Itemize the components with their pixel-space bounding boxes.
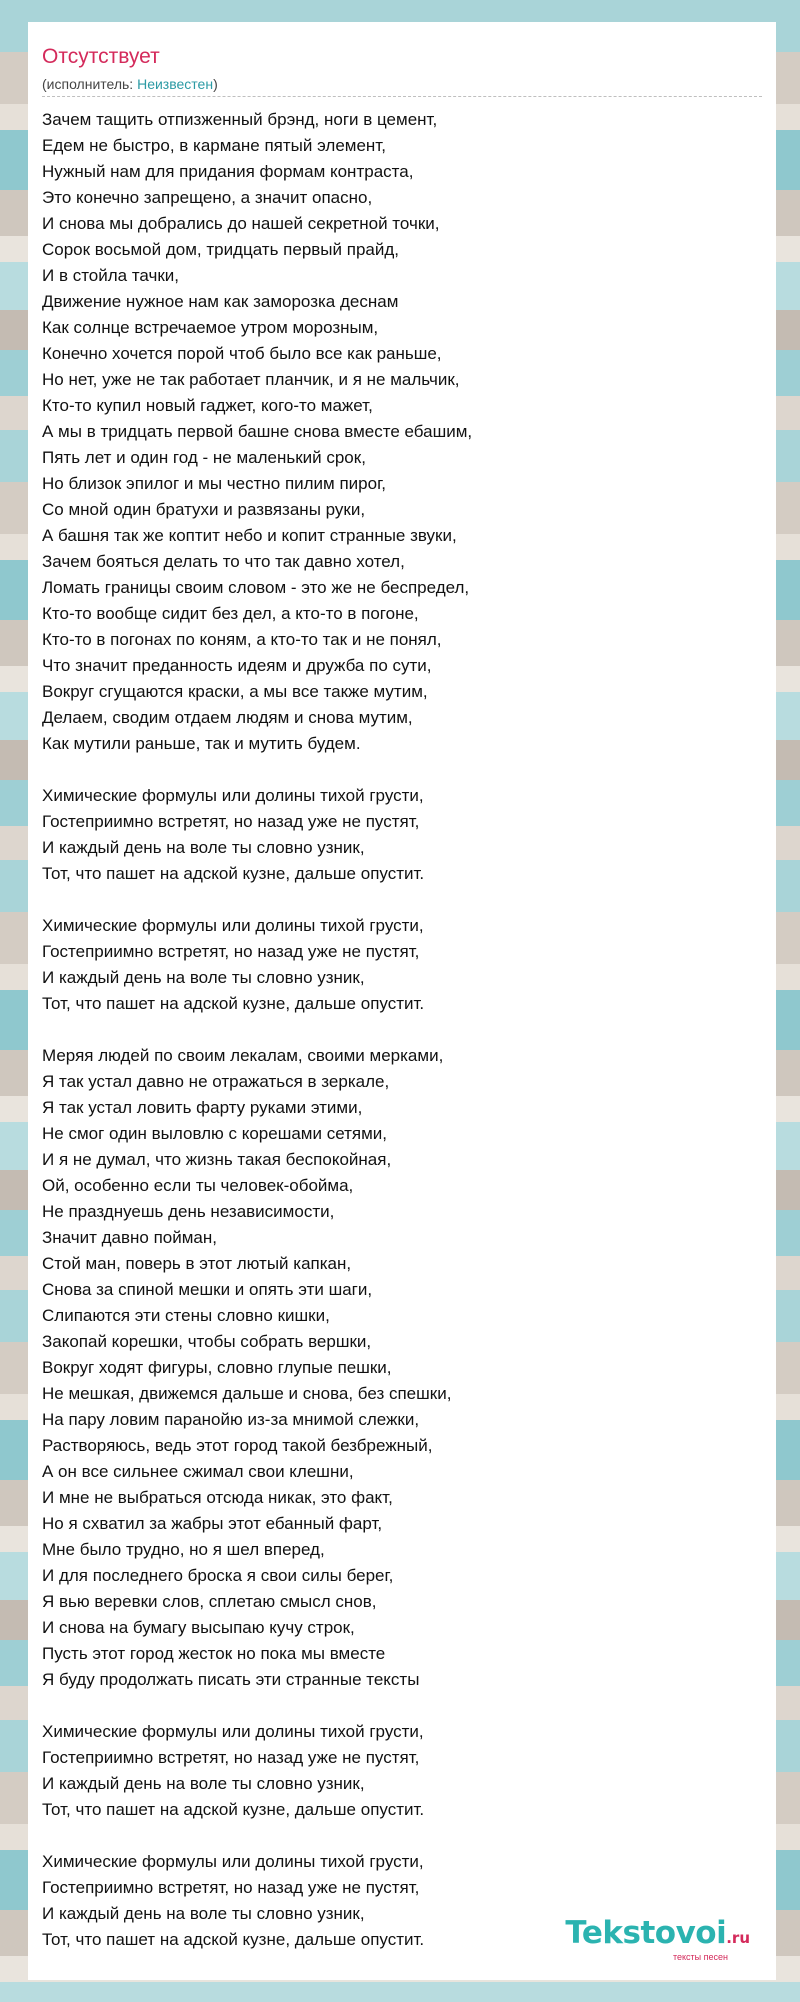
lyric-line: Химические формулы или долины тихой грусти, xyxy=(42,916,424,935)
lyric-line: Вокруг ходят фигуры, словно глупые пешки, xyxy=(42,1358,392,1377)
lyric-line: И каждый день на воле ты словно узник, xyxy=(42,838,365,857)
song-title: Отсутствует xyxy=(42,45,160,68)
lyric-line: Но я схватил за жабры этот ебанный фарт, xyxy=(42,1514,383,1533)
lyric-line: Конечно хочется порой чтоб было все как раньше, xyxy=(42,344,442,363)
lyric-line: А башня так же коптит небо и копит странные звуки, xyxy=(42,526,457,545)
lyric-line: И снова мы добрались до нашей секретной точки, xyxy=(42,214,440,233)
lyric-line: Что значит преданность идеям и дружба по сути, xyxy=(42,656,432,675)
lyric-line: Со мной один братухи и развязаны руки, xyxy=(42,500,366,519)
lyric-line: Снова за спиной мешки и опять эти шаги, xyxy=(42,1280,373,1299)
lyric-line: Зачем тащить отпизженный брэнд, ноги в цемент, xyxy=(42,110,438,129)
lyric-line: Зачем бояться делать то что так давно хотел, xyxy=(42,552,405,571)
lyric-line: И мне не выбраться отсюда никак, это факт, xyxy=(42,1488,393,1507)
lyric-line: Нужный нам для придания формам контраста, xyxy=(42,162,414,181)
lyric-line: И каждый день на воле ты словно узник, xyxy=(42,1904,365,1923)
lyric-line: Это конечно запрещено, а значит опасно, xyxy=(42,188,373,207)
lyric-line: Кто-то купил новый гаджет, кого-то мажет, xyxy=(42,396,373,415)
lyrics-stanza xyxy=(42,913,762,1017)
lyric-line: Химические формулы или долины тихой грусти, xyxy=(42,1722,424,1741)
lyrics-stanza xyxy=(42,107,762,757)
lyric-line: Тот, что пашет на адской кузне, дальше опустит. xyxy=(42,1930,425,1949)
lyric-line: Тот, что пашет на адской кузне, дальше опустит. xyxy=(42,1800,425,1819)
lyric-line: И в стойла тачки, xyxy=(42,266,180,285)
lyric-line: И каждый день на воле ты словно узник, xyxy=(42,1774,365,1793)
lyric-line: Я буду продолжать писать эти странные тексты xyxy=(42,1670,420,1689)
artist-prefix: (исполнитель: xyxy=(42,76,138,92)
lyric-line: Химические формулы или долины тихой грусти, xyxy=(42,1852,424,1871)
lyric-line: И я не думал, что жизнь такая беспокойная, xyxy=(42,1150,392,1169)
logo-name: Tekstovoi xyxy=(565,1915,727,1951)
lyric-line: Движение нужное нам как заморозка деснам xyxy=(42,292,399,311)
lyric-line: Стой ман, поверь в этот лютый капкан, xyxy=(42,1254,352,1273)
lyric-line: Но нет, уже не так работает планчик, и я не мальчик, xyxy=(42,370,460,389)
lyric-line: Кто-то в погонах по коням, а кто-то так и не понял, xyxy=(42,630,442,649)
lyric-line: И для последнего броска я свои силы берег, xyxy=(42,1566,394,1585)
lyric-line: Гостеприимно встретят, но назад уже не пустят, xyxy=(42,942,420,961)
lyric-line: А он все сильнее сжимал свои клешни, xyxy=(42,1462,354,1481)
lyric-line: Я так устал ловить фарту руками этими, xyxy=(42,1098,363,1117)
lyric-line: Делаем, сводим отдаем людям и снова мутим, xyxy=(42,708,413,727)
logo-wordmark[interactable] xyxy=(565,1917,750,1954)
lyric-line: Слипаются эти стены словно кишки, xyxy=(42,1306,330,1325)
lyric-line: Меряя людей по своим лекалам, своими мерками, xyxy=(42,1046,444,1065)
site-logo[interactable] xyxy=(565,1917,750,1962)
lyric-line: Я вью веревки слов, сплетаю смысл снов, xyxy=(42,1592,377,1611)
lyric-line: Химические формулы или долины тихой грусти, xyxy=(42,786,424,805)
title-divider xyxy=(42,96,762,97)
lyric-line: Сорок восьмой дом, тридцать первый прайд, xyxy=(42,240,399,259)
artist-line xyxy=(42,76,762,93)
lyric-line: Кто-то вообще сидит без дел, а кто-то в погоне, xyxy=(42,604,419,623)
lyric-line: Растворяюсь, ведь этот город такой безбрежный, xyxy=(42,1436,433,1455)
lyrics-body xyxy=(42,107,762,1953)
lyrics-card xyxy=(28,22,776,1980)
lyric-line: Но близок эпилог и мы честно пилим пирог, xyxy=(42,474,386,493)
lyric-line: Значит давно пойман, xyxy=(42,1228,217,1247)
lyric-line: Я так устал давно не отражаться в зеркале, xyxy=(42,1072,390,1091)
lyric-line: На пару ловим паранойю из-за мнимой слежки, xyxy=(42,1410,420,1429)
lyric-line: Тот, что пашет на адской кузне, дальше опустит. xyxy=(42,864,425,883)
lyrics-stanza xyxy=(42,1043,762,1693)
lyric-line: Едем не быстро, в кармане пятый элемент, xyxy=(42,136,386,155)
lyric-line: Не празднуешь день независимости, xyxy=(42,1202,335,1221)
lyric-line: Ой, особенно если ты человек-обойма, xyxy=(42,1176,354,1195)
lyric-line: Не мешкая, движемся дальше и снова, без спешки, xyxy=(42,1384,452,1403)
lyric-line: Пять лет и один год - не маленький срок, xyxy=(42,448,366,467)
logo-tagline: тексты песен xyxy=(672,1952,728,1962)
lyric-line: Как мутили раньше, так и мутить будем. xyxy=(42,734,361,753)
lyric-line: Гостеприимно встретят, но назад уже не пустят, xyxy=(42,1878,420,1897)
lyric-line: Закопай корешки, чтобы собрать вершки, xyxy=(42,1332,372,1351)
logo-tld: .ru xyxy=(726,1929,750,1947)
lyric-line: Не смог один выловлю с корешами сетями, xyxy=(42,1124,387,1143)
lyric-line: Гостеприимно встретят, но назад уже не пустят, xyxy=(42,812,420,831)
lyric-line: Гостеприимно встретят, но назад уже не пустят, xyxy=(42,1748,420,1767)
lyric-line: Ломать границы своим словом - это же не беспредел, xyxy=(42,578,470,597)
lyrics-stanza xyxy=(42,783,762,887)
lyric-line: И каждый день на воле ты словно узник, xyxy=(42,968,365,987)
lyric-line: Вокруг сгущаются краски, а мы все также мутим, xyxy=(42,682,428,701)
lyric-line: Пусть этот город жесток но пока мы вместе xyxy=(42,1644,386,1663)
lyric-line: Как солнце встречаемое утром морозным, xyxy=(42,318,379,337)
lyric-line: А мы в тридцать первой башне снова вместе ебашим, xyxy=(42,422,473,441)
lyric-line: Мне было трудно, но я шел вперед, xyxy=(42,1540,325,1559)
lyric-line: Тот, что пашет на адской кузне, дальше опустит. xyxy=(42,994,425,1013)
artist-link[interactable]: Неизвестен xyxy=(137,76,214,92)
lyric-line: И снова на бумагу высыпаю кучу строк, xyxy=(42,1618,355,1637)
lyrics-stanza xyxy=(42,1719,762,1823)
artist-suffix: ) xyxy=(213,76,218,92)
